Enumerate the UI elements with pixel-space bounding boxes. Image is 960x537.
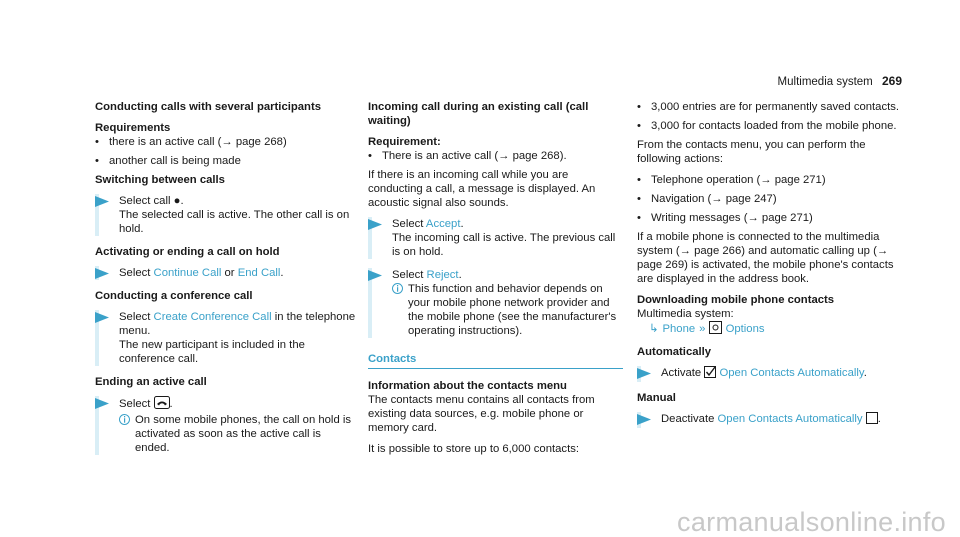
watermark: carmanualsonline.info xyxy=(677,507,946,537)
section-contacts: Contacts xyxy=(368,352,623,369)
step-deactivate xyxy=(637,412,902,428)
step-text-end: . xyxy=(458,269,462,281)
step-text-end: . xyxy=(180,195,184,207)
note xyxy=(392,282,623,338)
step-result: The selected call is active. The other call is on hold. xyxy=(119,209,350,235)
step-text: Select xyxy=(119,311,154,323)
step-continue-end xyxy=(95,266,357,280)
paragraph: From the contacts menu, you can perform the following actions: xyxy=(637,139,866,165)
info-icon xyxy=(392,283,403,294)
phone-link[interactable]: Phone xyxy=(662,323,696,335)
continue-call-link[interactable]: Continue Call xyxy=(153,267,222,279)
accept-link[interactable]: Accept xyxy=(425,218,461,230)
paragraph: If there is an incoming call while you are conducting a call, a message is displayed. An acoustic signal also sounds. xyxy=(368,169,596,209)
step-text: Activate xyxy=(661,367,705,379)
heading-call-waiting: Incoming call during an existing call (call waiting) xyxy=(368,101,589,127)
step-text: Select xyxy=(392,269,427,281)
reject-link[interactable]: Reject xyxy=(426,269,459,281)
paragraph: The contacts menu contains all contacts from existing data sources, e.g. mobile phone or memory card. xyxy=(368,394,595,434)
list-item: • Telephone operation (→ page 271) xyxy=(637,173,902,187)
column-3 xyxy=(637,100,902,437)
column-1 xyxy=(95,100,357,464)
step-activate xyxy=(637,366,902,382)
step-text-end: . xyxy=(863,367,867,379)
list-item: • Writing messages (→ page 271) xyxy=(637,211,902,225)
step-arrow-icon xyxy=(95,312,109,323)
note-text: This function and behavior depends on your mobile phone network provider and the mobile phone (see the manufacturer's operating instructions). xyxy=(408,283,617,337)
section-name: Multimedia system xyxy=(777,76,873,88)
step-arrow-icon xyxy=(95,398,109,409)
note xyxy=(119,413,357,455)
step-arrow-icon xyxy=(95,196,109,207)
heading-ending-call: Ending an active call xyxy=(95,376,207,388)
paragraph: If a mobile phone is connected to the multimedia system (→ page 266) and automatic calling up (→ page 269) is activated, the mobile phone's contacts are displayed in the address book. xyxy=(637,231,894,285)
end-call-link[interactable]: End Call xyxy=(237,267,281,279)
step-text-end: . xyxy=(877,413,881,425)
heading-manual: Manual xyxy=(637,392,676,404)
heading-conducting-calls: Conducting calls with several participants xyxy=(95,101,321,113)
menu-path xyxy=(637,321,902,338)
heading-conference: Conducting a conference call xyxy=(95,290,253,302)
step-text-end: in the telephone menu. xyxy=(119,311,356,337)
page-number: 269 xyxy=(881,74,902,88)
step-text-end: . xyxy=(169,398,173,410)
step-result: The incoming call is active. The previous call is on hold. xyxy=(392,232,616,258)
step-arrow-icon xyxy=(368,270,382,281)
step-arrow-icon xyxy=(637,368,651,379)
step-text-end: . xyxy=(460,218,464,230)
list-item: • 3,000 for contacts loaded from the mobile phone. xyxy=(637,119,902,133)
step-result: The new participant is included in the conference call. xyxy=(119,339,305,365)
step-select-call xyxy=(95,194,357,236)
open-contacts-auto-link[interactable]: Open Contacts Automatically xyxy=(717,413,863,425)
step-text: Deactivate xyxy=(661,413,718,425)
heading-automatically: Automatically xyxy=(637,346,712,358)
heading-switching-calls: Switching between calls xyxy=(95,174,225,186)
requirement-item: • there is an active call (→ page 268) xyxy=(95,135,357,149)
step-text: Select xyxy=(119,267,154,279)
requirement-heading: Requirement: xyxy=(368,136,441,148)
open-contacts-auto-link[interactable]: Open Contacts Automatically xyxy=(719,367,864,379)
step-arrow-icon xyxy=(637,414,651,425)
list-item: • Navigation (→ page 247) xyxy=(637,192,902,206)
list-item: • 3,000 entries are for permanently saved contacts. xyxy=(637,100,902,114)
requirement-item: • There is an active call (→ page 268). xyxy=(368,149,623,163)
step-end-call xyxy=(95,396,357,455)
paragraph: It is possible to store up to 6,000 contacts: xyxy=(368,443,579,455)
checkbox-unchecked-icon[interactable] xyxy=(866,412,878,428)
requirement-item: • another call is being made xyxy=(95,154,357,168)
step-text: Select xyxy=(119,398,154,410)
checkbox-checked-icon[interactable] xyxy=(704,366,716,382)
step-text: Select xyxy=(392,218,426,230)
heading-downloading-contacts: Downloading mobile phone contacts xyxy=(637,294,835,306)
call-dot-icon: ● xyxy=(173,195,181,207)
step-text-mid: or xyxy=(221,267,238,279)
end-call-icon xyxy=(154,396,170,413)
requirements-heading: Requirements xyxy=(95,122,171,134)
step-conference xyxy=(95,310,357,366)
step-accept xyxy=(368,217,623,259)
options-link[interactable]: Options xyxy=(725,323,765,335)
page-header xyxy=(778,74,902,89)
note-text: On some mobile phones, the call on hold is activated as soon as the active call is ended. xyxy=(135,414,352,454)
step-text-end: . xyxy=(280,267,284,279)
step-arrow-icon xyxy=(368,219,382,230)
options-icon xyxy=(709,321,722,338)
step-reject xyxy=(368,268,623,338)
step-text: Select call xyxy=(119,195,174,207)
create-conference-call-link[interactable]: Create Conference Call xyxy=(153,311,272,323)
heading-contacts-info: Information about the contacts menu xyxy=(368,380,567,392)
heading-activating-ending: Activating or ending a call on hold xyxy=(95,246,280,258)
info-icon xyxy=(119,414,130,425)
step-arrow-icon xyxy=(95,268,109,279)
path-arrow-icon: ↳ xyxy=(649,323,659,335)
column-2 xyxy=(368,100,623,463)
chevron-right-icon: » xyxy=(699,323,706,335)
paragraph: Multimedia system: xyxy=(637,308,734,320)
